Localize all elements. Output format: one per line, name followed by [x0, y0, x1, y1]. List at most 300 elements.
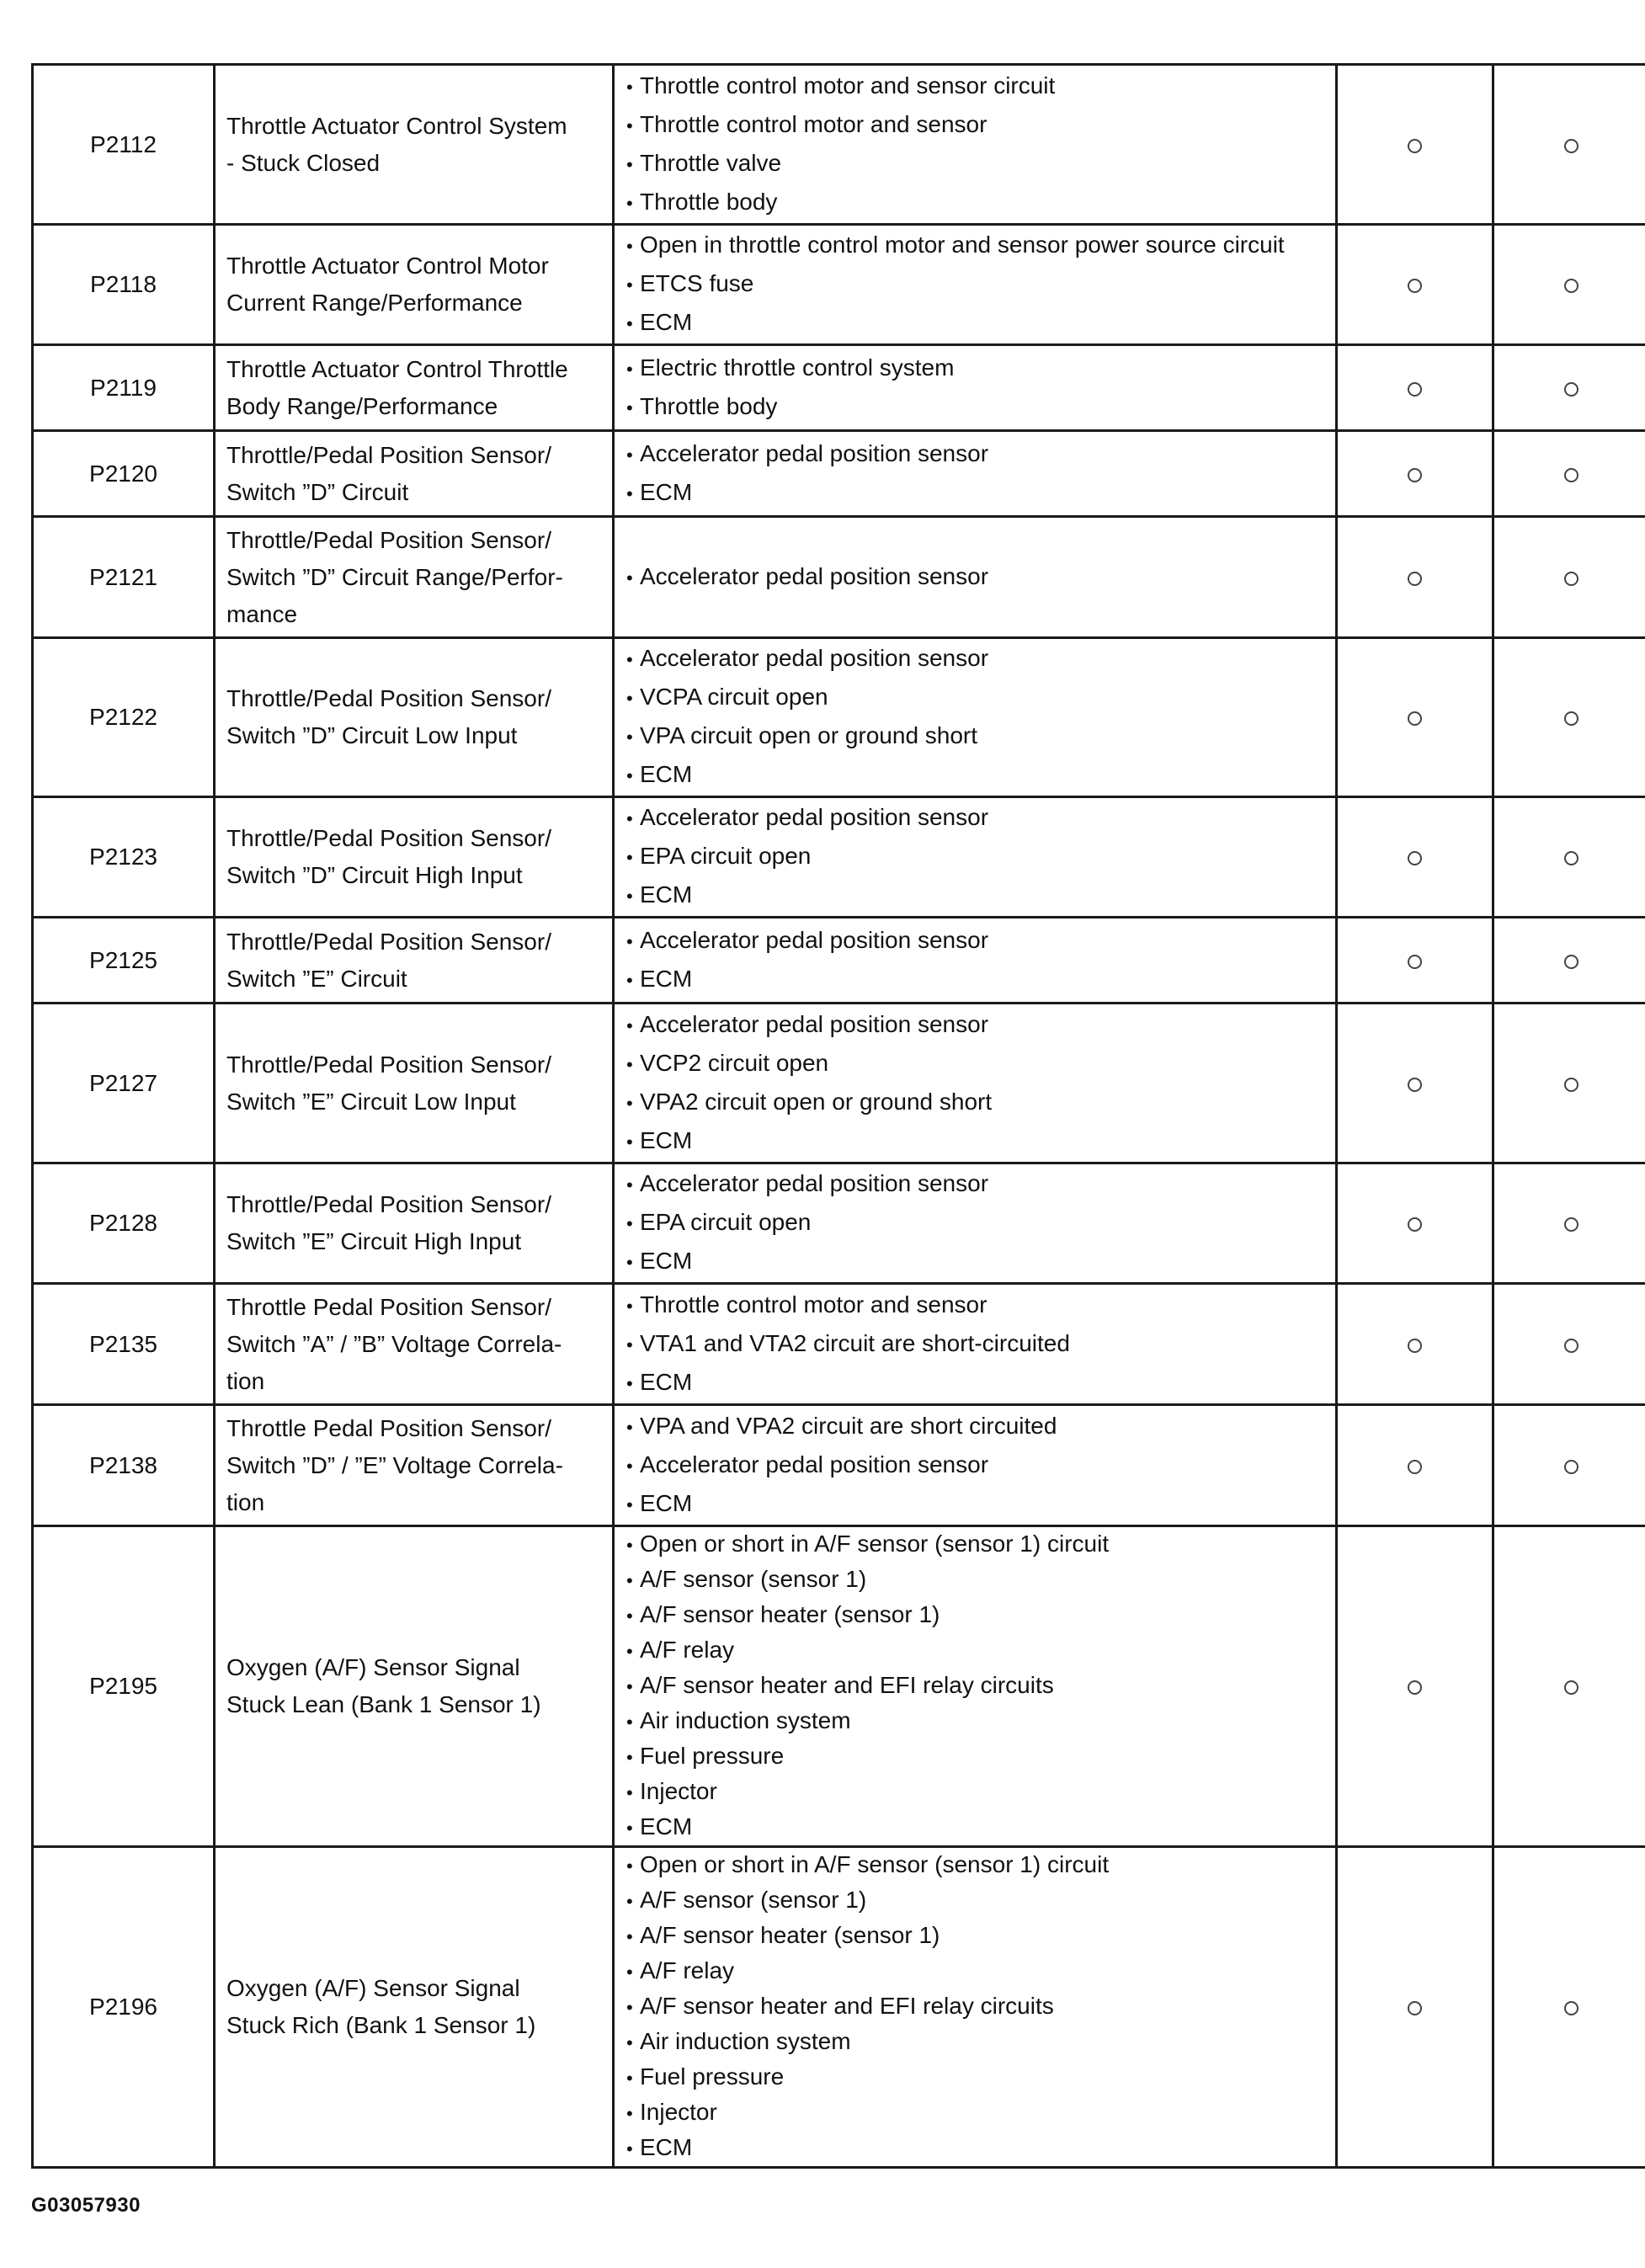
trouble-area-list [626, 1006, 1335, 1161]
list-item [626, 838, 1335, 876]
detection-item [215, 1004, 614, 1163]
trouble-area [614, 638, 1337, 797]
circle-icon [1408, 1078, 1422, 1092]
trouble-area-text: Accelerator pedal position sensor [640, 926, 989, 953]
detection-item-line: Oxygen (A/F) Sensor Signal [226, 1975, 520, 2001]
circle-icon [1408, 279, 1422, 293]
bullet-icon: • [626, 1891, 633, 1912]
mil-cell [1337, 431, 1493, 517]
circle-icon [1408, 1339, 1422, 1353]
trouble-area-text: VPA2 circuit open or ground short [640, 1088, 993, 1115]
trouble-area-text: Open or short in A/F sensor (sensor 1) circuit [640, 1531, 1110, 1557]
list-item [626, 799, 1335, 838]
list-item [626, 679, 1335, 717]
trouble-area [614, 65, 1337, 225]
list-item [626, 717, 1335, 756]
trouble-area [614, 1163, 1337, 1284]
trouble-area-text: Throttle control motor and sensor circuit [640, 72, 1056, 98]
trouble-area-text: Throttle body [640, 392, 778, 419]
trouble-area-text: A/F relay [640, 1637, 735, 1663]
detection-item-line: Throttle Actuator Control Motor [226, 253, 549, 279]
list-item [626, 474, 1335, 513]
trouble-area-text: Air induction system [640, 2028, 851, 2054]
trouble-area-text: A/F sensor heater and EFI relay circuits [640, 1993, 1054, 2019]
trouble-area [614, 431, 1337, 517]
trouble-area-text: A/F sensor heater and EFI relay circuits [640, 1672, 1054, 1698]
detection-item-line: Body Range/Performance [226, 392, 498, 419]
circle-icon [1408, 1460, 1422, 1474]
mil-cell [1337, 638, 1493, 797]
list-item [626, 1775, 1335, 1810]
list-item [626, 145, 1335, 184]
list-item [626, 1204, 1335, 1243]
list-item [626, 1989, 1335, 2025]
dtc-code: P2195 [33, 1526, 215, 1847]
detection-item [215, 1405, 614, 1526]
bullet-icon: • [626, 2103, 633, 2124]
detection-item-line: Stuck Rich (Bank 1 Sensor 1) [226, 2012, 536, 2038]
trouble-area-text: Fuel pressure [640, 1743, 785, 1769]
table-row [33, 345, 1645, 431]
detection-item-line: Throttle Actuator Control Throttle [226, 355, 568, 382]
detection-item-line: Switch ”D” Circuit Range/Perfor- [226, 563, 563, 590]
bullet-icon: • [626, 236, 633, 257]
detection-item-line: Throttle Pedal Position Sensor/ [226, 1293, 551, 1320]
dtc-code: P2122 [33, 638, 215, 797]
memory-cell [1493, 918, 1645, 1004]
trouble-area-list [626, 1527, 1335, 1845]
list-item [626, 1446, 1335, 1485]
list-item [626, 2060, 1335, 2095]
list-item [626, 1919, 1335, 1954]
detection-item [215, 65, 614, 225]
detection-item [215, 225, 614, 345]
trouble-area-text: ECM [640, 478, 693, 505]
detection-item [215, 345, 614, 431]
table-row [33, 1847, 1645, 2168]
mil-cell [1337, 1163, 1493, 1284]
list-item [626, 435, 1335, 474]
detection-item-line: Throttle/Pedal Position Sensor/ [226, 825, 551, 851]
circle-icon [1408, 1680, 1422, 1695]
circle-icon [1564, 1460, 1578, 1474]
trouble-area-text: A/F sensor heater (sensor 1) [640, 1601, 940, 1627]
trouble-area-text: Throttle valve [640, 149, 782, 176]
detection-item [215, 918, 614, 1004]
memory-cell [1493, 1163, 1645, 1284]
list-item [626, 1883, 1335, 1919]
trouble-area-text: A/F sensor heater (sensor 1) [640, 1922, 940, 1948]
detection-item-line: Throttle/Pedal Position Sensor/ [226, 685, 551, 711]
circle-icon [1408, 1217, 1422, 1232]
bullet-icon: • [626, 1014, 633, 1036]
trouble-area [614, 918, 1337, 1004]
detection-item-line: Throttle/Pedal Position Sensor/ [226, 526, 551, 553]
mil-cell [1337, 225, 1493, 345]
bullet-icon: • [626, 1334, 633, 1355]
trouble-area [614, 1847, 1337, 2168]
detection-item [215, 1284, 614, 1405]
detection-item-line: Switch ”E” Circuit Low Input [226, 1088, 516, 1115]
circle-icon [1408, 139, 1422, 153]
table-row [33, 797, 1645, 918]
bullet-icon: • [626, 313, 633, 334]
memory-cell [1493, 517, 1645, 638]
dtc-code: P2125 [33, 918, 215, 1004]
table-row [33, 1284, 1645, 1405]
list-item [626, 2131, 1335, 2166]
detection-item-line: Oxygen (A/F) Sensor Signal [226, 1654, 520, 1680]
bullet-icon: • [626, 274, 633, 295]
trouble-area-text: Accelerator pedal position sensor [640, 439, 989, 466]
list-item [626, 1669, 1335, 1704]
trouble-area-text: A/F sensor (sensor 1) [640, 1566, 867, 1592]
list-item [626, 1243, 1335, 1281]
bullet-icon: • [626, 886, 633, 907]
list-item [626, 2095, 1335, 2131]
list-item [626, 1122, 1335, 1161]
table-row [33, 638, 1645, 797]
trouble-area-text: VPA circuit open or ground short [640, 722, 978, 748]
bullet-icon: • [626, 358, 633, 380]
circle-icon [1408, 711, 1422, 726]
trouble-area-text: Accelerator pedal position sensor [640, 562, 989, 589]
list-item [626, 1810, 1335, 1845]
detection-item-line: Current Range/Performance [226, 290, 523, 316]
mil-cell [1337, 1847, 1493, 2168]
bullet-icon: • [626, 444, 633, 466]
mil-cell [1337, 517, 1493, 638]
dtc-table [31, 63, 1645, 2169]
list-item [626, 226, 1335, 265]
circle-icon [1564, 711, 1578, 726]
circle-icon [1564, 382, 1578, 397]
circle-icon [1408, 955, 1422, 969]
table-row [33, 225, 1645, 345]
list-item [626, 1704, 1335, 1739]
circle-icon [1564, 1680, 1578, 1695]
trouble-area-text: VCPA circuit open [640, 684, 828, 710]
detection-item-line: Switch ”A” / ”B” Voltage Correla- [226, 1330, 562, 1357]
detection-item [215, 431, 614, 517]
memory-cell [1493, 1526, 1645, 1847]
bullet-icon: • [626, 1053, 633, 1075]
bullet-icon: • [626, 1535, 633, 1556]
list-item [626, 1739, 1335, 1775]
trouble-area-text: ECM [640, 1368, 693, 1395]
trouble-area-list [626, 922, 1335, 999]
bullet-icon: • [626, 1641, 633, 1662]
detection-item-line: Throttle Pedal Position Sensor/ [226, 1414, 551, 1441]
trouble-area-list [626, 67, 1335, 222]
circle-icon [1564, 279, 1578, 293]
list-item [626, 388, 1335, 427]
trouble-area [614, 1284, 1337, 1405]
bullet-icon: • [626, 567, 633, 588]
bullet-icon: • [626, 930, 633, 952]
list-item [626, 1325, 1335, 1364]
trouble-area-text: Accelerator pedal position sensor [640, 1170, 989, 1196]
list-item [626, 961, 1335, 999]
memory-cell [1493, 65, 1645, 225]
trouble-area-text: VTA1 and VTA2 circuit are short-circuited [640, 1329, 1070, 1356]
detection-item-line: Stuck Lean (Bank 1 Sensor 1) [226, 1691, 541, 1717]
bullet-icon: • [626, 1676, 633, 1697]
trouble-area-text: A/F relay [640, 1957, 735, 1983]
trouble-area-list [626, 1848, 1335, 2166]
trouble-area-list [626, 799, 1335, 915]
list-item [626, 922, 1335, 961]
bullet-icon: • [626, 969, 633, 991]
trouble-area-list [626, 558, 1335, 597]
trouble-area-text: ECM [640, 1126, 693, 1153]
list-item [626, 1954, 1335, 1989]
bullet-icon: • [626, 2032, 633, 2053]
trouble-area-text: Injector [640, 1778, 717, 1804]
bullet-icon: • [626, 153, 633, 175]
trouble-area-text: Throttle control motor and sensor [640, 110, 988, 137]
list-item [626, 1006, 1335, 1045]
trouble-area-text: Accelerator pedal position sensor [640, 804, 989, 830]
table-row [33, 1526, 1645, 1847]
dtc-code: P2120 [33, 431, 215, 517]
trouble-area-text: ECM [640, 1489, 693, 1516]
circle-icon [1564, 1217, 1578, 1232]
trouble-area-text: Injector [640, 2099, 717, 2125]
list-item [626, 2025, 1335, 2060]
bullet-icon: • [626, 1570, 633, 1591]
circle-icon [1408, 851, 1422, 865]
trouble-area [614, 345, 1337, 431]
trouble-area-text: Accelerator pedal position sensor [640, 1010, 989, 1037]
dtc-code: P2128 [33, 1163, 215, 1284]
dtc-table-body [33, 65, 1645, 2168]
list-item [626, 1408, 1335, 1446]
list-item [626, 1045, 1335, 1083]
detection-item [215, 517, 614, 638]
detection-item-line: Switch ”D” / ”E” Voltage Correla- [226, 1451, 563, 1478]
list-item [626, 1598, 1335, 1633]
detection-item-line: Switch ”E” Circuit High Input [226, 1228, 522, 1254]
detection-item-line: Switch ”D” Circuit [226, 478, 409, 505]
list-item [626, 1527, 1335, 1563]
bullet-icon: • [626, 1747, 633, 1768]
bullet-icon: • [626, 1712, 633, 1733]
circle-icon [1564, 1078, 1578, 1092]
bullet-icon: • [626, 1092, 633, 1114]
detection-item-line: tion [226, 1488, 265, 1515]
bullet-icon: • [626, 114, 633, 136]
trouble-area-text: Open in throttle control motor and sensor power source circuit [640, 232, 1285, 258]
trouble-area-text: Accelerator pedal position sensor [640, 645, 989, 671]
circle-icon [1564, 2001, 1578, 2015]
figure-code: G03057930 [31, 2194, 141, 2217]
detection-item-line: - Stuck Closed [226, 149, 381, 176]
bullet-icon: • [626, 649, 633, 670]
list-item [626, 756, 1335, 795]
trouble-area-list [626, 1408, 1335, 1524]
detection-item-line: Switch ”D” Circuit Low Input [226, 722, 518, 748]
trouble-area-text: Open or short in A/F sensor (sensor 1) circuit [640, 1851, 1110, 1877]
circle-icon [1408, 572, 1422, 586]
circle-icon [1564, 468, 1578, 482]
memory-cell [1493, 1284, 1645, 1405]
detection-item-line: Throttle/Pedal Position Sensor/ [226, 441, 551, 468]
table-row [33, 1163, 1645, 1284]
trouble-area-text: Throttle control motor and sensor [640, 1291, 988, 1318]
circle-icon [1408, 382, 1422, 397]
list-item [626, 106, 1335, 145]
trouble-area [614, 797, 1337, 918]
bullet-icon: • [626, 1295, 633, 1317]
trouble-area-list [626, 349, 1335, 427]
trouble-area-text: EPA circuit open [640, 843, 812, 869]
list-item [626, 1848, 1335, 1883]
circle-icon [1564, 572, 1578, 586]
bullet-icon: • [626, 1818, 633, 1839]
trouble-area-text: Accelerator pedal position sensor [640, 1451, 989, 1477]
bullet-icon: • [626, 847, 633, 868]
table-row [33, 517, 1645, 638]
bullet-icon: • [626, 727, 633, 748]
detection-item [215, 1163, 614, 1284]
bullet-icon: • [626, 1493, 633, 1515]
trouble-area [614, 1526, 1337, 1847]
trouble-area-text: ETCS fuse [640, 270, 754, 296]
detection-item [215, 1526, 614, 1847]
trouble-area-list [626, 226, 1335, 343]
detection-item-line: Throttle Actuator Control System [226, 112, 567, 139]
bullet-icon: • [626, 1372, 633, 1394]
trouble-area-text: ECM [640, 881, 693, 908]
memory-cell [1493, 797, 1645, 918]
mil-cell [1337, 1405, 1493, 1526]
table-row [33, 1004, 1645, 1163]
bullet-icon: • [626, 1174, 633, 1195]
trouble-area-list [626, 640, 1335, 795]
trouble-area-list [626, 435, 1335, 513]
mil-cell [1337, 797, 1493, 918]
dtc-code: P2121 [33, 517, 215, 638]
mil-cell [1337, 1004, 1493, 1163]
circle-icon [1564, 851, 1578, 865]
trouble-area [614, 1405, 1337, 1526]
dtc-code: P2112 [33, 65, 215, 225]
bullet-icon: • [626, 1855, 633, 1877]
bullet-icon: • [626, 1962, 633, 1983]
list-item [626, 1083, 1335, 1122]
dtc-code: P2135 [33, 1284, 215, 1405]
memory-cell [1493, 1847, 1645, 2168]
table-row [33, 65, 1645, 225]
circle-icon [1564, 955, 1578, 969]
memory-cell [1493, 1004, 1645, 1163]
list-item [626, 1364, 1335, 1403]
mil-cell [1337, 1526, 1493, 1847]
circle-icon [1564, 139, 1578, 153]
detection-item [215, 797, 614, 918]
trouble-area-text: ECM [640, 2134, 693, 2160]
trouble-area [614, 1004, 1337, 1163]
bullet-icon: • [626, 765, 633, 786]
table-row [33, 1405, 1645, 1526]
bullet-icon: • [626, 808, 633, 829]
detection-item-line: Switch ”E” Circuit [226, 965, 407, 992]
trouble-area [614, 517, 1337, 638]
bullet-icon: • [626, 482, 633, 504]
table-row [33, 431, 1645, 517]
list-item [626, 304, 1335, 343]
trouble-area-text: Electric throttle control system [640, 354, 955, 381]
list-item [626, 1633, 1335, 1669]
memory-cell [1493, 345, 1645, 431]
bullet-icon: • [626, 688, 633, 709]
list-item [626, 1563, 1335, 1598]
circle-icon [1564, 1339, 1578, 1353]
mil-cell [1337, 345, 1493, 431]
bullet-icon: • [626, 1455, 633, 1477]
table-row [33, 918, 1645, 1004]
memory-cell [1493, 638, 1645, 797]
trouble-area-text: ECM [640, 1248, 693, 1274]
dtc-code: P2119 [33, 345, 215, 431]
memory-cell [1493, 1405, 1645, 1526]
dtc-code: P2123 [33, 797, 215, 918]
dtc-code: P2196 [33, 1847, 215, 2168]
mil-cell [1337, 65, 1493, 225]
trouble-area-text: A/F sensor (sensor 1) [640, 1887, 867, 1913]
detection-item [215, 1847, 614, 2168]
detection-item [215, 638, 614, 797]
detection-item-line: Throttle/Pedal Position Sensor/ [226, 1191, 551, 1217]
bullet-icon: • [626, 1605, 633, 1626]
bullet-icon: • [626, 2138, 633, 2159]
detection-item-line: Switch ”D” Circuit High Input [226, 862, 523, 888]
dtc-code: P2118 [33, 225, 215, 345]
circle-icon [1408, 468, 1422, 482]
list-item [626, 1165, 1335, 1204]
list-item [626, 1485, 1335, 1524]
bullet-icon: • [626, 1213, 633, 1234]
dtc-code: P2138 [33, 1405, 215, 1526]
trouble-area-text: VPA and VPA2 circuit are short circuited [640, 1412, 1057, 1439]
list-item [626, 265, 1335, 304]
list-item [626, 349, 1335, 388]
list-item [626, 640, 1335, 679]
list-item [626, 67, 1335, 106]
bullet-icon: • [626, 192, 633, 214]
circle-icon [1408, 2001, 1422, 2015]
bullet-icon: • [626, 1416, 633, 1438]
trouble-area-list [626, 1286, 1335, 1403]
trouble-area-text: Throttle body [640, 188, 778, 215]
mil-cell [1337, 918, 1493, 1004]
bullet-icon: • [626, 1997, 633, 2018]
trouble-area-text: ECM [640, 1813, 693, 1839]
memory-cell [1493, 225, 1645, 345]
detection-item-line: Throttle/Pedal Position Sensor/ [226, 1051, 551, 1078]
detection-item-line: mance [226, 600, 298, 627]
bullet-icon: • [626, 1131, 633, 1153]
detection-item-line: Throttle/Pedal Position Sensor/ [226, 928, 551, 955]
trouble-area-text: ECM [640, 761, 693, 787]
list-item [626, 1286, 1335, 1325]
trouble-area-text: EPA circuit open [640, 1209, 812, 1235]
trouble-area-list [626, 1165, 1335, 1281]
bullet-icon: • [626, 1926, 633, 1947]
trouble-area-text: VCP2 circuit open [640, 1049, 829, 1076]
bullet-icon: • [626, 76, 633, 98]
